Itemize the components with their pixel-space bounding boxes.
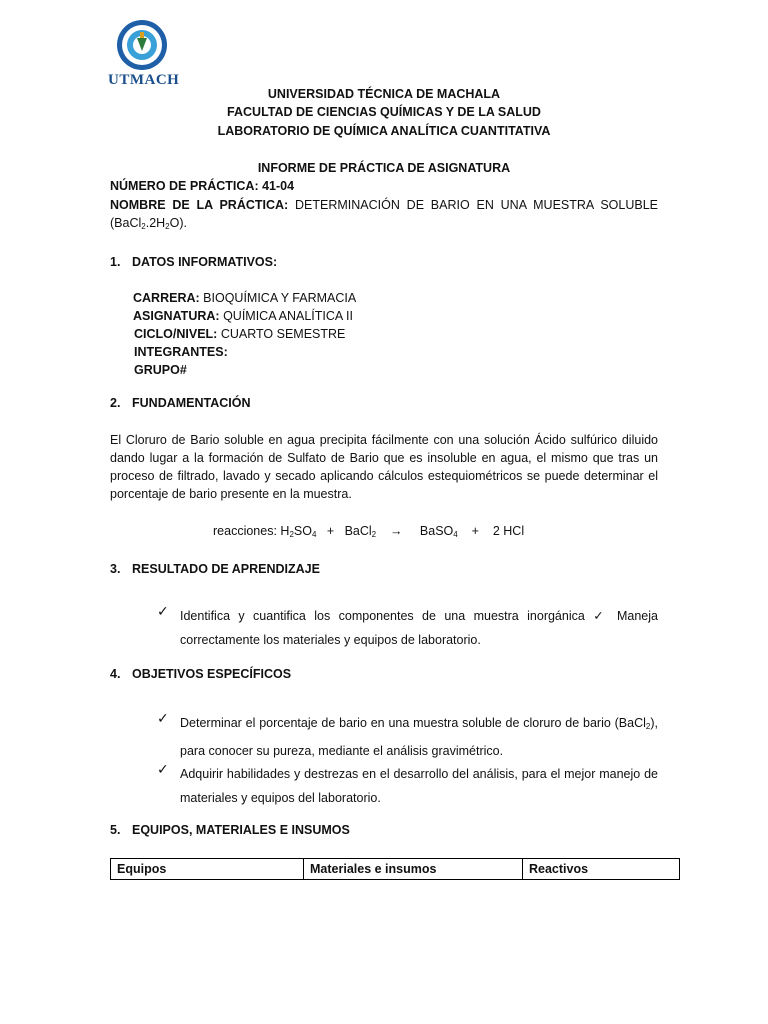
- info-ciclo: [134, 325, 345, 343]
- table-header-cell: Reactivos: [523, 859, 680, 880]
- laboratory-name: LABORATORIO DE QUÍMICA ANALÍTICA CUANTITATIVA: [217, 124, 551, 138]
- plus-sign: +: [471, 524, 479, 538]
- practice-name-label: NOMBRE DE LA PRÁCTICA:: [110, 198, 289, 212]
- check-icon: ✓: [157, 603, 169, 619]
- practice-name-value: DETERMINACIÓN DE BARIO EN UNA MUESTRA SOLUBLE: [295, 198, 659, 212]
- objetivo-2: Adquirir habilidades y destrezas en el desarrollo del análisis, para el mejor manejo de materiales y equipos del laboratorio.: [180, 767, 658, 805]
- section-number: 3.: [110, 562, 121, 576]
- reactant-1-sub: 2: [289, 530, 294, 539]
- equipment-table: [110, 858, 680, 880]
- section-5-heading: [110, 821, 350, 839]
- objetivo-text: ), para conocer su pureza, mediante el análisis gravimétrico.: [180, 716, 658, 758]
- info-carrera: [133, 289, 356, 307]
- product-1: BaSO: [419, 524, 454, 538]
- reactant-1-sub: 4: [311, 530, 317, 539]
- section-title: FUNDAMENTACIÓN: [132, 396, 251, 410]
- aprendizaje-text: Identifica y cuantifica los componentes de una muestra inorgánica ✓ Maneja correctamente los materiales y equipos de laboratorio.: [180, 609, 658, 647]
- reaction-label: reacciones:: [213, 524, 277, 538]
- section-2-heading: [110, 394, 251, 412]
- product-1-sub: 4: [453, 530, 458, 539]
- logo-text: UTMACH: [108, 72, 180, 88]
- university-name: UNIVERSIDAD TÉCNICA DE MACHALA: [267, 87, 501, 101]
- info-integrantes: INTEGRANTES:: [134, 345, 228, 359]
- section-title: DATOS INFORMATIVOS:: [132, 255, 278, 269]
- formula-part: .2H: [145, 216, 166, 230]
- formula-sub: 2: [141, 222, 146, 231]
- formula-part: (BaCl: [110, 216, 142, 230]
- practice-name: [110, 196, 658, 214]
- info-label: ASIGNATURA:: [133, 309, 220, 323]
- report-title: INFORME DE PRÁCTICA DE ASIGNATURA: [257, 161, 511, 175]
- info-grupo: GRUPO#: [134, 363, 187, 377]
- section-title: EQUIPOS, MATERIALES E INSUMOS: [132, 823, 350, 837]
- table-header-cell: Materiales e insumos: [304, 859, 523, 880]
- product-2: 2 HCl: [492, 524, 525, 538]
- objetivo-1: [180, 711, 658, 763]
- section-title: RESULTADO DE APRENDIZAJE: [132, 562, 320, 576]
- formula-sub: 2: [165, 222, 170, 231]
- info-value: QUÍMICA ANALÍTICA II: [223, 309, 353, 323]
- reactant-1: H: [280, 524, 290, 538]
- section-3-heading: [110, 560, 320, 578]
- table-header-cell: Equipos: [111, 859, 304, 880]
- reaction-arrow: →: [390, 524, 403, 538]
- fundamentacion-paragraph: El Cloruro de Bario soluble en agua precipita fácilmente con una solución Ácido sulfúrico diluido dando lugar a la formación de Sulfato de Bario que es insoluble en agua, el mismo que tras un proceso de filtrado, lavado y secado aplicando cálculos estequiométricos se puede determinar el porcentaje de bario presente en la muestra.: [110, 433, 658, 501]
- utmach-logo: [104, 18, 180, 92]
- section-number: 5.: [110, 823, 121, 837]
- section-4-heading: [110, 665, 291, 683]
- faculty-name: FACULTAD DE CIENCIAS QUÍMICAS Y DE LA SALUD: [227, 105, 541, 119]
- table-header-row: [111, 859, 680, 880]
- reactant-2-sub: 2: [371, 530, 377, 539]
- info-label: CICLO/NIVEL:: [134, 327, 218, 341]
- info-asignatura: [133, 307, 353, 325]
- info-value: CUARTO SEMESTRE: [220, 327, 346, 341]
- info-label: CARRERA:: [133, 291, 200, 305]
- objetivo-sub: 2: [645, 722, 651, 731]
- reactant-1: SO: [293, 524, 312, 538]
- section-number: 1.: [110, 255, 121, 269]
- section-number: 2.: [110, 396, 121, 410]
- section-title: OBJETIVOS ESPECÍFICOS: [132, 667, 292, 681]
- check-icon: ✓: [157, 761, 169, 777]
- reaction-equation: [213, 522, 524, 544]
- info-value: BIOQUÍMICA Y FARMACIA: [203, 291, 357, 305]
- objetivo-text: Determinar el porcentaje de bario en una muestra soluble de cloruro de bario (BaCl: [180, 716, 646, 730]
- section-number: 4.: [110, 667, 121, 681]
- practice-formula: [110, 214, 187, 236]
- formula-part: O).: [169, 216, 187, 230]
- check-icon: ✓: [157, 710, 169, 726]
- plus-sign: +: [326, 524, 335, 538]
- section-1-heading: [110, 253, 277, 271]
- reactant-2: BaCl: [344, 524, 372, 538]
- practice-number: NÚMERO DE PRÁCTICA: 41-04: [110, 179, 295, 193]
